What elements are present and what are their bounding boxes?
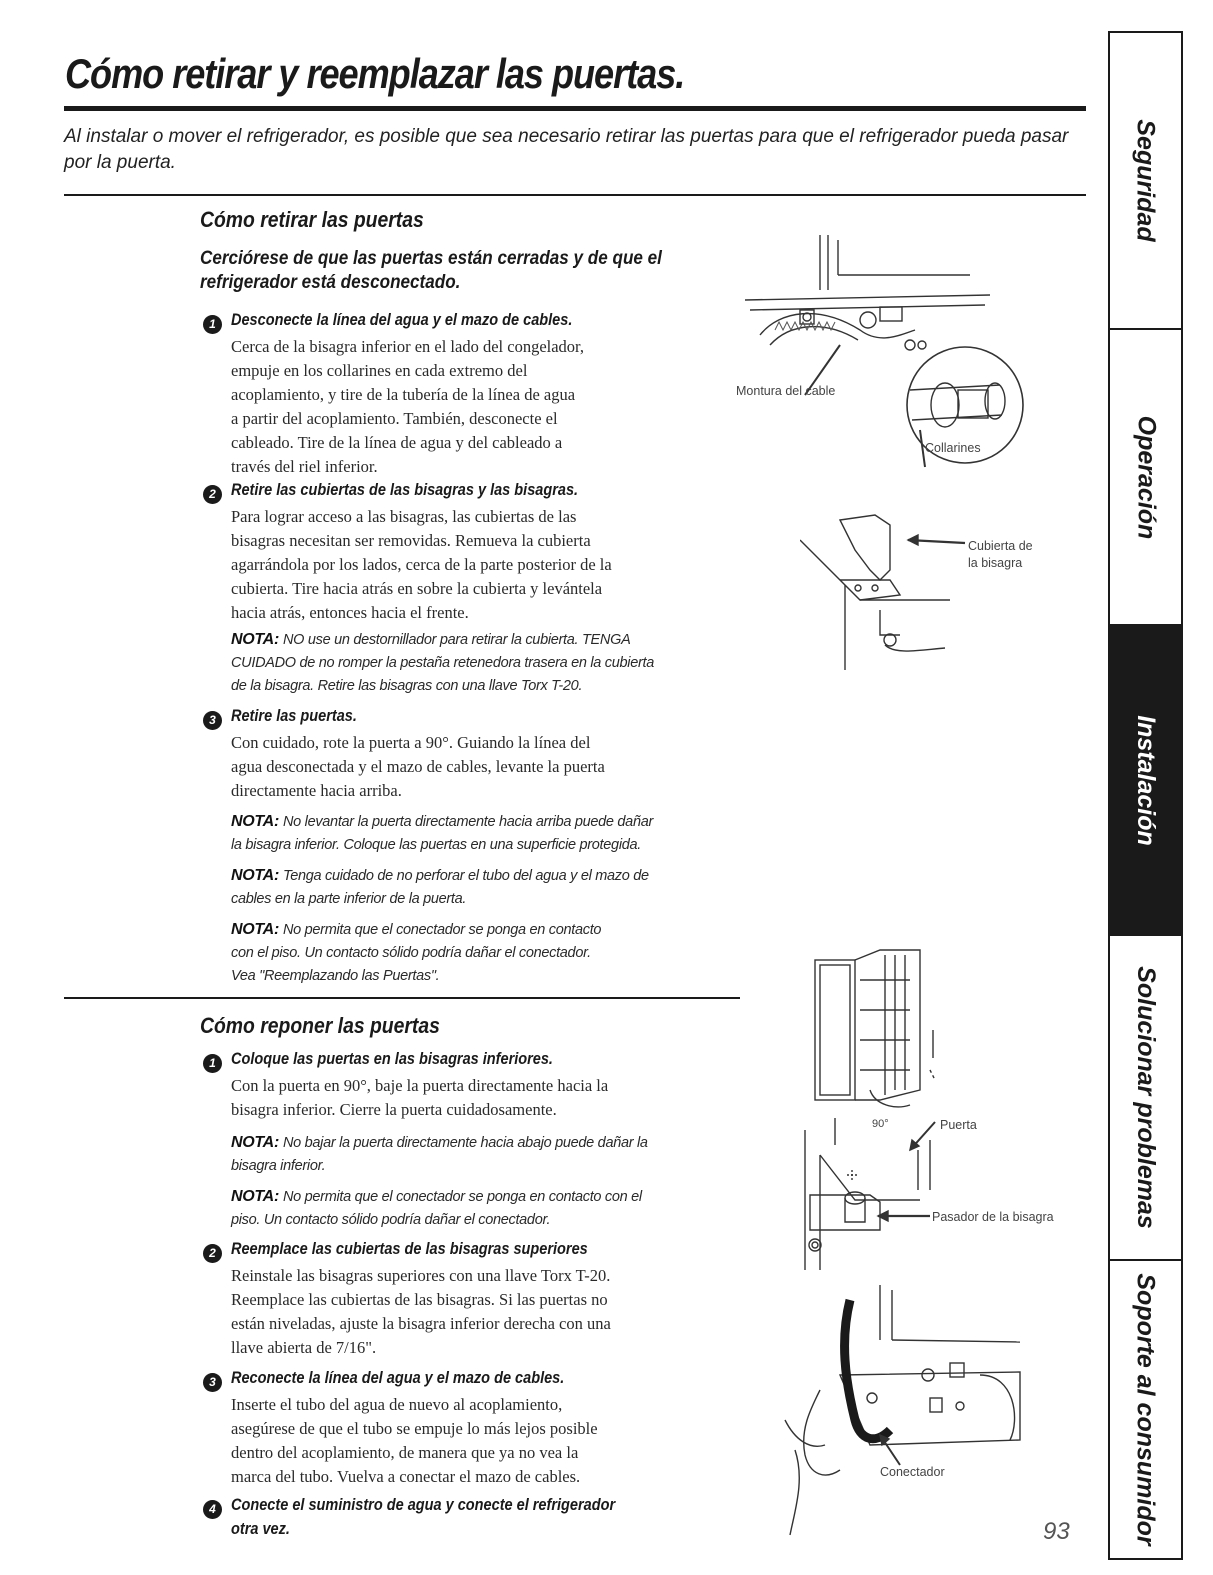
label-hinge-pin: Pasador de la bisagra	[932, 1210, 1054, 1224]
label-cable-mount: Montura del cable	[736, 384, 836, 398]
step-title: Reconecte la línea del agua y el mazo de cables.	[231, 1369, 565, 1387]
door-hinge-illustration	[800, 940, 960, 1275]
connector-illustration	[780, 1280, 1040, 1540]
tab-soporte-al-consumidor[interactable]: Soporte al consumidor	[1132, 1273, 1161, 1546]
note: NOTA: Tenga cuidado de no perforar el tubo del agua y el mazo de cables en la parte inferior de la puerta.	[231, 867, 649, 907]
section2-heading: Cómo reponer las puertas	[200, 1013, 440, 1038]
step-number-3: 3	[203, 711, 222, 730]
intro-rule	[64, 194, 1086, 196]
step-title-continued: otra vez.	[231, 1520, 290, 1538]
note: NOTA: No permita que el conectador se ponga en contacto con el piso. Un contacto sólido podría dañar el conectador.	[231, 1188, 642, 1228]
note: NOTA: No bajar la puerta directamente hacia abajo puede dañar la bisagra inferior.	[231, 1134, 648, 1174]
page-title: Cómo retirar y reemplazar las puertas.	[65, 50, 685, 97]
page-number: 93	[1043, 1518, 1070, 1545]
note: NOTA: NO use un destornillador para retirar la cubierta. TENGA CUIDADO de no romper la pestaña retenedora trasera en la cubierta de la bisagra. Retire las bisagras con una llave Torx T-20.	[231, 631, 654, 694]
step-title: Desconecte la línea del agua y el mazo de cables.	[231, 311, 573, 329]
cable-mount-illustration	[740, 235, 1040, 490]
step-body: Cerca de la bisagra inferior en el lado del congelador, empuje en los collarines en cada extremo del acoplamiento, y tire de la tubería de la línea de agua a partir del acoplamiento. También, desconecte el cableado. Tire de la línea de agua y del cableado a través del riel inferior.	[231, 337, 585, 476]
step-number-2: 2	[203, 485, 222, 504]
tab-instalacion[interactable]: Instalación	[1110, 626, 1181, 936]
step-body: Inserte el tubo del agua de nuevo al acoplamiento, asegúrese de que el tubo se empuje lo más lejos posible dentro del acoplamiento, de manera que ya no vea la marca del tubo. Vuelva a conectar el mazo de cables.	[231, 1395, 598, 1486]
step-title: Retire las cubiertas de las bisagras y las bisagras.	[231, 481, 579, 499]
sidebar-tabs	[1108, 31, 1183, 1560]
step-body: Reinstale las bisagras superiores con una llave Torx T-20. Reemplace las cubiertas de las bisagras. Si las puertas no están niveladas, ajuste la bisagra inferior derecha con una llave abierta de 7/16".	[231, 1266, 611, 1357]
step-title: Conecte el suministro de agua y conecte el refrigerador	[231, 1496, 616, 1514]
tab-operacion[interactable]: Operación	[1110, 330, 1181, 626]
hinge-cover-illustration	[800, 510, 970, 670]
title-rule	[64, 106, 1086, 111]
tab-seguridad[interactable]: Seguridad	[1110, 33, 1181, 330]
step-number-4: 4	[203, 1500, 222, 1519]
label-collars: Collarines	[925, 441, 981, 455]
section1-heading: Cómo retirar las puertas	[200, 207, 424, 232]
step-number-3: 3	[203, 1373, 222, 1392]
step-title: Coloque las puertas en las bisagras inferiores.	[231, 1050, 553, 1068]
section1-subheading: Cerciórese de que las puertas están cerradas y de que el refrigerador está desconectado.	[200, 248, 662, 293]
step-number-1: 1	[203, 315, 222, 334]
intro-text: Al instalar o mover el refrigerador, es posible que sea necesario retirar las puertas para que el refrigerador pueda pasar por la puerta.	[64, 126, 1069, 173]
step-title: Retire las puertas.	[231, 707, 357, 725]
step-body: Para lograr acceso a las bisagras, las cubiertas de las bisagras necesitan ser removidas. Remueva la cubierta agarrándola por los lados, cerca de la parte posterior de la cubierta. Tire hacia atrás en sobre la cubierta y levántela hacia atrás, entonces hacia el frente.	[231, 507, 612, 622]
step-number-1: 1	[203, 1054, 222, 1073]
tab-solucionar-problemas[interactable]: Solucionar problemas	[1110, 936, 1181, 1261]
step-number-2: 2	[203, 1244, 222, 1263]
note: NOTA: No permita que el conectador se ponga en contacto con el piso. Un contacto sólido podría dañar el conectador. Vea "Reemplazando las Puertas".	[231, 921, 602, 984]
section-rule	[64, 997, 740, 999]
label-angle: 90°	[872, 1118, 889, 1130]
step-body: Con cuidado, rote la puerta a 90°. Guiando la línea del agua desconectada y el mazo de cables, levante la puerta directamente hacia arriba.	[231, 733, 605, 800]
label-connector: Conectador	[880, 1465, 945, 1479]
label-hinge-cover: Cubierta de la bisagra	[968, 539, 1033, 570]
label-door: Puerta	[940, 1118, 977, 1132]
step-body: Con la puerta en 90°, baje la puerta directamente hacia la bisagra inferior. Cierre la puerta cuidadosamente.	[231, 1076, 609, 1119]
step-title: Reemplace las cubiertas de las bisagras superiores	[231, 1240, 588, 1258]
note: NOTA: No levantar la puerta directamente hacia arriba puede dañar la bisagra inferior. Coloque las puertas en una superficie protegida.	[231, 813, 653, 853]
